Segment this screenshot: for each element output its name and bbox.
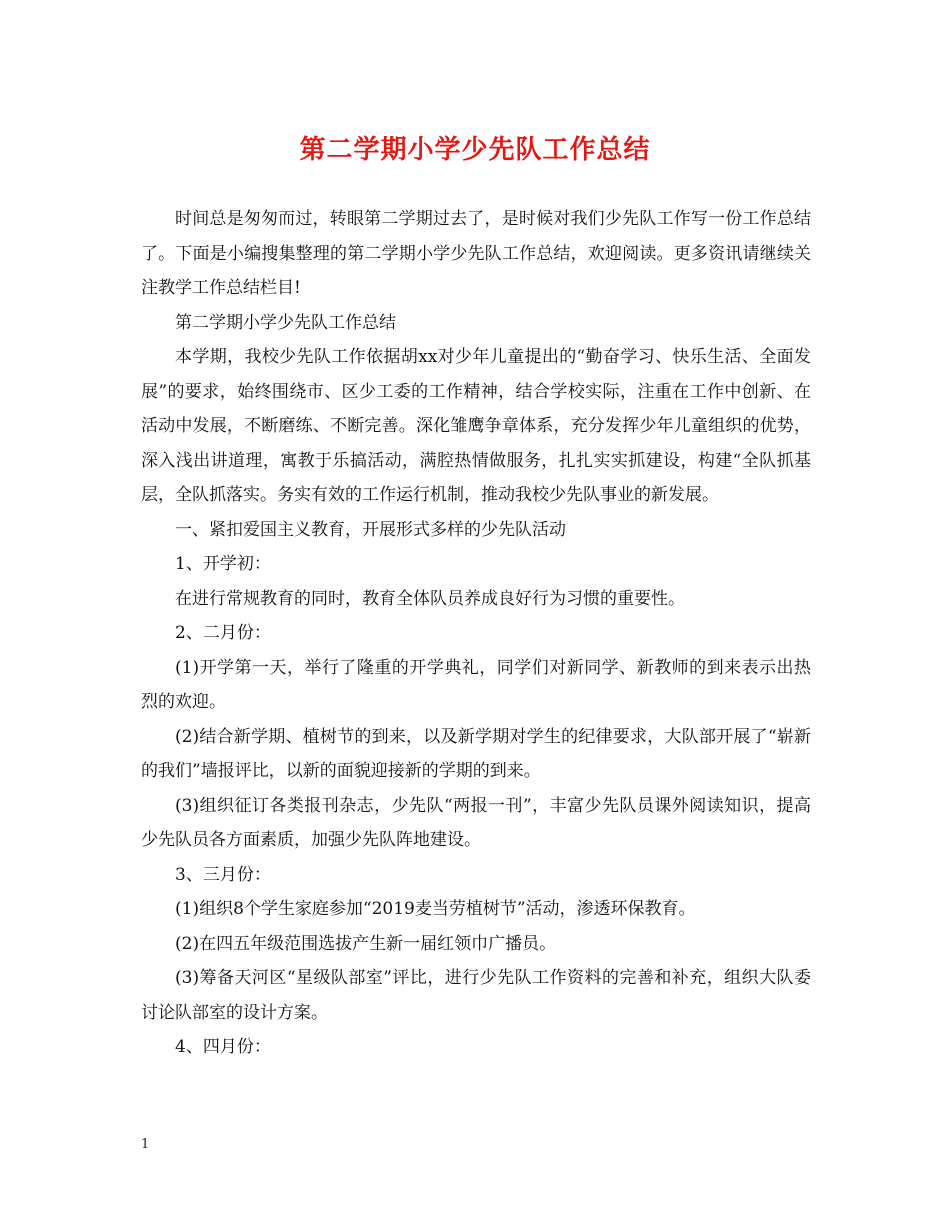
page-number: 1	[141, 1137, 150, 1152]
item-heading-march: 3、三月份：	[175, 864, 271, 885]
paragraph-february-2: (2)结合新学期、植树节的到来，以及新学期对学生的纪律要求，大队部开展了“崭新的我们”墙报评比，以新的面貌迎接新的学期的到来。	[141, 726, 811, 781]
paragraph-start-of-term: 在进行常规教育的同时，教育全体队员养成良好行为习惯的重要性。	[175, 588, 685, 609]
section-heading-1: 一、紧扣爱国主义教育，开展形式多样的少先队活动	[175, 519, 566, 540]
paragraph-march-3: (3)筹备天河区“星级队部室”评比，进行少先队工作资料的完善和补充，组织大队委讨论队部室的设计方案。	[141, 968, 811, 1023]
paragraph-march-1: (1)组织8个学生家庭参加“2019麦当劳植树节”活动，渗透环保教育。	[175, 899, 696, 919]
paragraph-intro: 时间总是匆匆而过，转眼第二学期过去了，是时候对我们少先队工作写一份工作总结了。下面是小编搜集整理的第二学期小学少先队工作总结，欢迎阅读。更多资讯请继续关注教学工作总结栏目!	[141, 209, 811, 298]
paragraph-february-3: (3)组织征订各类报刊杂志，少先队“两报一刊”，丰富少先队员课外阅读知识，提高少先队员各方面素质，加强少先队阵地建设。	[141, 795, 811, 850]
document-body	[141, 202, 811, 1065]
item-heading-february: 2、二月份：	[175, 623, 271, 643]
item-heading-start-of-term: 1、开学初：	[175, 554, 271, 574]
document-title: 第二学期小学少先队工作总结	[299, 135, 651, 165]
paragraph-march-2: (2)在四五年级范围选拔产生新一届红领巾广播员。	[175, 933, 557, 954]
paragraph-overview: 本学期，我校少先队工作依据胡xx对少年儿童提出的“勤奋学习、快乐生活、全面发展”的要求，始终围绕市、区少工委的工作精神，结合学校实际，注重在工作中创新、在活动中发展，不断磨练、不断完善。深化雏鹰争章体系，充分发挥少年儿童组织的优势，深入浅出讲道理，寓教于乐搞活动，满腔热情做服务，扎扎实实抓建设，构建“全队抓基层，全队抓落实。务实有效的工作运行机制，推动我校少先队事业的新发展。	[141, 347, 811, 505]
paragraph-february-1: (1)开学第一天，举行了隆重的开学典礼，同学们对新同学、新教师的到来表示出热烈的欢迎。	[141, 657, 811, 712]
item-heading-april: 4、四月份：	[175, 1037, 271, 1057]
paragraph-subtitle: 第二学期小学少先队工作总结	[175, 312, 396, 333]
